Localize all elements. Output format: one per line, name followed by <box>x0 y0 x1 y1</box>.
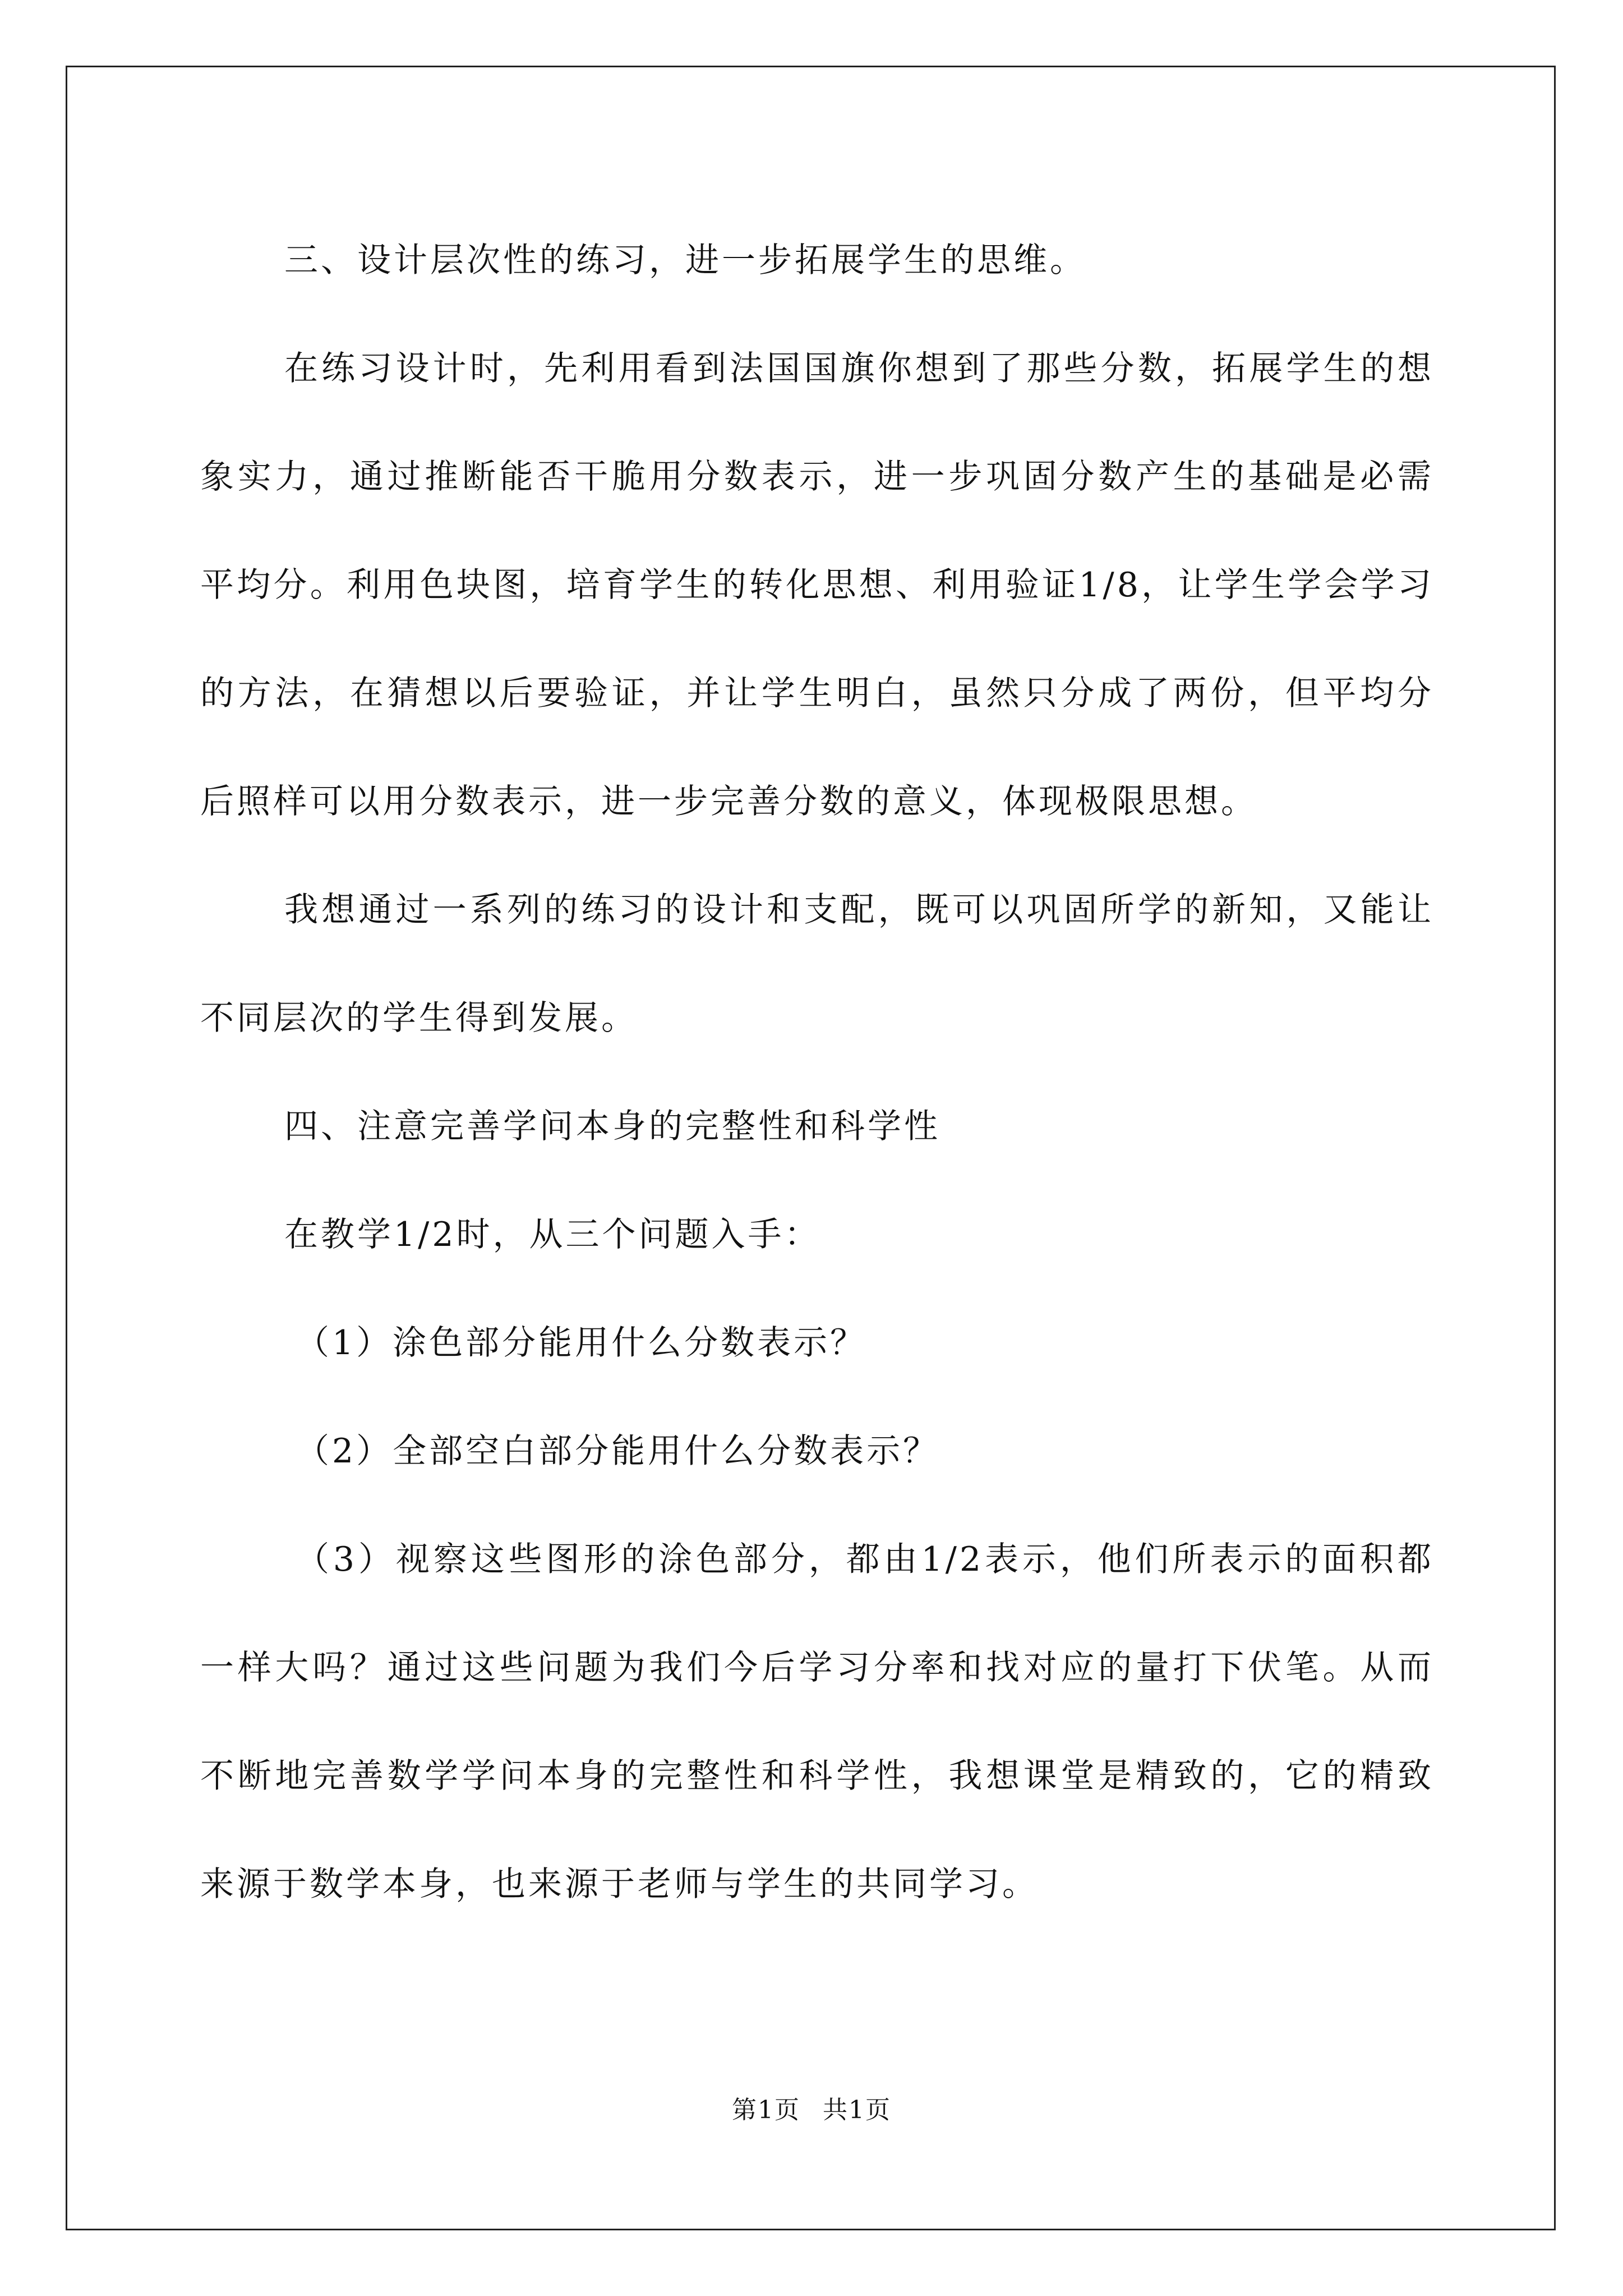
document-body <box>200 206 1434 1939</box>
question-item: （3）视察这些图形的涂色部分，都由1/2表示，他们所表示的面积都一样大吗？通过这些问题为我们今后学习分率和找对应的量打下伏笔。从而不断地完善数学学问本身的完整性和科学性，我想课堂是精致的，它的精致来源于数学本身，也来源于老师与学生的共同学习。 <box>200 1540 1434 1904</box>
question-item: （2）全部空白部分能用什么分数表示？ <box>296 1432 940 1471</box>
section-heading-four: 四、注意完善学问本身的完整性和科学性 <box>284 1107 940 1146</box>
body-paragraph: 在练习设计时，先利用看到法国国旗你想到了那些分数，拓展学生的想象实力，通过推断能否干脆用分数表示，进一步巩固分数产生的基础是必需平均分。利用色块图，培育学生的转化思想、利用验证1/8，让学生学会学习的方法，在猜想以后要验证，并让学生明白，虽然只分成了两份，但平均分后照样可以用分数表示，进一步完善分数的意义，体现极限思想。 <box>200 349 1434 821</box>
body-paragraph: 在教学1/2时，从三个问题入手： <box>284 1215 821 1254</box>
page-total: 共1页 <box>823 2096 891 2124</box>
question-item: （1）涂色部分能用什么分数表示？ <box>296 1323 867 1363</box>
body-paragraph: 我想通过一系列的练习的设计和支配，既可以巩固所学的新知，又能让不同层次的学生得到发展。 <box>200 890 1434 1038</box>
page-number: 第1页 <box>732 2096 800 2124</box>
section-heading-three: 三、设计层次性的练习，进一步拓展学生的思维。 <box>284 241 1086 280</box>
page-footer <box>0 2090 1623 2125</box>
